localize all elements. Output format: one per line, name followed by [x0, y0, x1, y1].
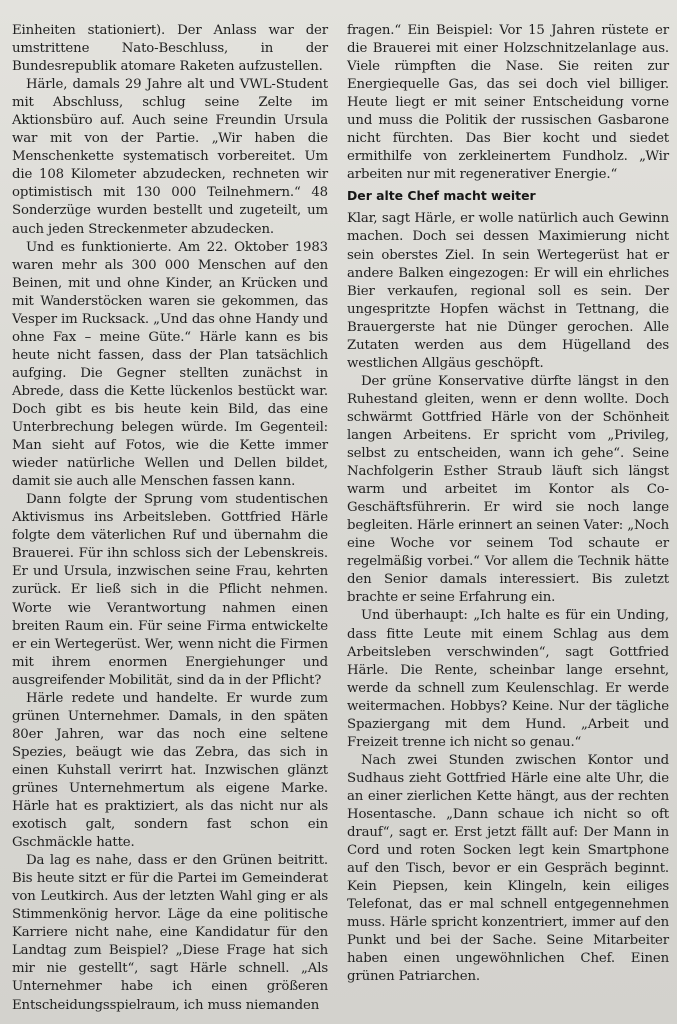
paragraph: Der grüne Konservative dürfte längst in den Ruhestand gleiten, wenn er denn wollte. Doch schwärmt Gottfried Härle von der Schönheit langen Arbeitens. Er spricht vom „Privileg, selbst zu entscheiden, wann ich gehe“. Seine Nachfolgerin Esther Straub läuft sich längst warm und arbeitet im Kontor als Co-Geschäftsführerin. Er wird sie noch lange begleiten. Härle erinnert an seinen Vater: „Noch eine Woche vor seinem Tod schaute er regelmäßig vorbei.“ Vor allem die Technik hätte den Senior damals interessiert. Bis zuletzt brachte er seine Erfahrung ein.: [347, 373, 669, 606]
paragraph: Und es funktionierte. Am 22. Oktober 1983 waren mehr als 300 000 Menschen auf den Beinen, mit und ohne Kinder, an Krücken und mit Wanderstöcken waren sie gekommen, das Vesper im Rucksack. „Und das ohne Handy und ohne Fax – meine Güte.“ Härle kann es bis heute nicht fassen, dass der Plan tatsächlich aufging. Die Gegner stellten zunächst in Abrede, dass die Kette lückenlos bestückt war. Doch gibt es bis heute kein Bild, das eine Unterbrechung belegen würde. Im Gegenteil: Man sieht auf Fotos, wie die Kette immer wieder natürliche Wellen und Dellen bildet, damit sie auch alle Menschen fassen kann.: [12, 239, 328, 490]
paragraph: Klar, sagt Härle, er wolle natürlich auch Gewinn machen. Doch sei dessen Maximierung nicht sein oberstes Ziel. In sein Wertegerüst hat er andere Balken eingezogen: Er will ein ehrliches Bier verkaufen, regional soll es sein. Der ungespritzte Hopfen wächst in Tettnang, die Brauergerste hat nie Dünger gerochen. Alle Zutaten werden aus dem Hügelland des westlichen Allgäus geschöpft.: [347, 211, 669, 371]
subheading: Der alte Chef macht weiter: [347, 188, 536, 204]
paragraph: Härle, damals 29 Jahre alt und VWL-Student mit Abschluss, schlug seine Zelte im Aktionsbüro auf. Auch seine Freundin Ursula war mit von der Partie. „Wir haben die Menschenkette systematisch vorbereitet. Um die 108 Kilometer abzudecken, rechneten wir optimistisch mit 130 000 Teilnehmern.“ 48 Sonderzüge wurden bestellt und zugeteilt, um auch jeden Streckenmeter abzudecken.: [12, 77, 328, 237]
paragraph: fragen.“ Ein Beispiel: Vor 15 Jahren rüstete er die Brauerei mit einer Holzschnitzelanlage aus. Viele rümpften die Nase. Sie reiten zur Energiequelle Gas, das sei doch viel billiger. Heute liegt er mit seiner Entscheidung vorne und muss die Politik der russischen Gasbarone nicht fürchten. Das Bier kocht und siedet ermithilfe von zerkleinertem Fundholz. „Wir arbeiten nur mit regenerativer Energie.“: [347, 23, 669, 183]
paragraph: Nach zwei Stunden zwischen Kontor und Sudhaus zieht Gottfried Härle eine alte Uhr, die an einer zierlichen Kette hängt, aus der rechten Hosentasche. „Dann schaue ich nicht so oft drauf“, sagt er. Erst jetzt fällt auf: Der Mann in Cord und roten Socken legt kein Smartphone auf den Tisch, bevor er ein Gespräch beginnt. Kein Piepsen, kein Klingeln, kein eiliges Telefonat, das er mal schnell entgegennehmen muss. Härle spricht konzentriert, immer auf den Punkt und bei der Sache. Seine Mitarbeiter haben einen ungewöhnlichen Chef. Einen grünen Patriarchen.: [347, 752, 669, 985]
right-column: [347, 22, 669, 1015]
left-column: [12, 22, 328, 1015]
paragraph: Einheiten stationiert). Der Anlass war der umstrittene Nato-Beschluss, in der Bundesrepublik atomare Raketen aufzustellen.: [12, 23, 328, 75]
paragraph: Dann folgte der Sprung vom studentischen Aktivismus ins Arbeitsleben. Gottfried Härle folgte dem väterlichen Ruf und übernahm die Brauerei. Für ihn schloss sich der Lebenskreis. Er und Ursula, inzwischen seine Frau, kehrten zurück. Er ließ sich in die Pflicht nehmen. Worte wie Verantwortung nahmen einen breiten Raum ein. Für seine Firma entwickelte er ein Wertegerüst. Wer, wenn nicht die Firmen mit ihrem enormen Energiehunger und ausgreifender Mobilität, sind da in der Pflicht?: [12, 492, 328, 688]
paragraph: Härle redete und handelte. Er wurde zum grünen Unternehmer. Damals, in den späten 80er Jahren, war das noch eine seltene Spezies, beäugt wie das Zebra, das sich in einen Kuhstall verirrt hat. Inzwischen glänzt grünes Unternehmertum als eigene Marke. Härle hat es praktiziert, als das nicht nur als exotisch galt, sondern fast schon ein Gschmäckle hatte.: [12, 690, 328, 851]
paragraph: Da lag es nahe, dass er den Grünen beitritt. Bis heute sitzt er für die Partei im Gemeinderat von Leutkirch. Aus der letzten Wahl ging er als Stimmenkönig hervor. Läge da eine politische Karriere nicht nahe, eine Kandidatur für den Landtag zum Beispiel? „Diese Frage hat sich mir nie gestellt“, sagt Härle schnell. „Als Unternehmer habe ich einen größeren Entscheidungsspielraum, ich muss niemanden: [12, 853, 328, 1013]
paragraph: Und überhaupt: „Ich halte es für ein Unding, dass fitte Leute mit einem Schlag aus dem Arbeitsleben verschwinden“, sagt Gottfried Härle. Die Rente, scheinbar lange ersehnt, werde da schnell zum Keulenschlag. Er werde weitermachen. Hobbys? Keine. Nur der tägliche Spaziergang mit dem Hund. „Arbeit und Freizeit trenne ich nicht so genau.“: [347, 608, 669, 750]
article-columns: [12, 22, 669, 1015]
